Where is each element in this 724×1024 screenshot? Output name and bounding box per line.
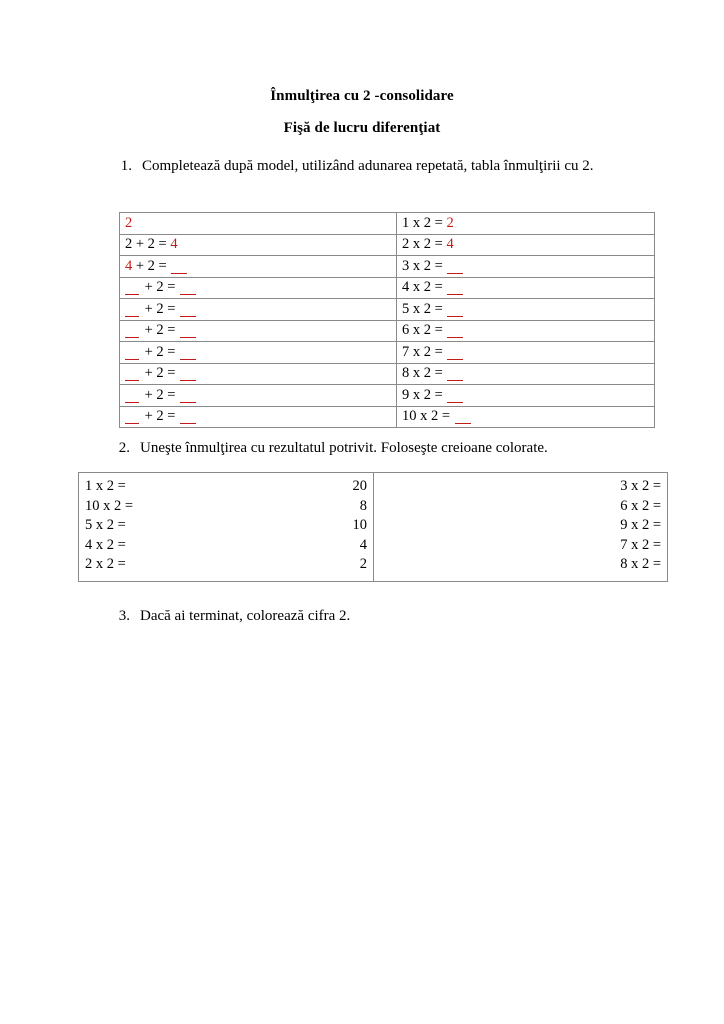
addition-cell[interactable]: [120, 234, 397, 256]
multiplication-answer-blank[interactable]: [447, 359, 463, 360]
table-row: [120, 342, 655, 364]
match-expression: 2 x 2 =: [85, 556, 126, 572]
match-value: 10: [352, 517, 367, 533]
multiplication-cell[interactable]: [397, 299, 655, 321]
addition-operand-blank[interactable]: [125, 337, 139, 338]
addition-expression: + 2 =: [135, 236, 167, 253]
multiplication-cell[interactable]: [397, 385, 655, 407]
match-expression-row[interactable]: 7 x 2 =: [620, 536, 661, 553]
multiplication-answer: 2: [446, 214, 454, 231]
addition-operand-blank[interactable]: [125, 294, 139, 295]
addition-answer-blank[interactable]: [180, 316, 196, 317]
multiplication-cell[interactable]: [397, 342, 655, 364]
table-row: [120, 256, 655, 278]
instruction-item-3: [108, 606, 648, 627]
instruction-number-1: 1.: [120, 158, 132, 174]
match-expression: 4 x 2 =: [85, 536, 126, 553]
multiplication-answer-blank[interactable]: [447, 380, 463, 381]
table-row: [120, 406, 655, 428]
matching-left-cell[interactable]: [79, 473, 374, 582]
addition-answer-blank[interactable]: [180, 380, 196, 381]
addition-cell[interactable]: [120, 385, 397, 407]
multiplication-expression: 7 x 2 =: [402, 343, 443, 360]
table-row: [120, 234, 655, 256]
multiplication-answer-blank[interactable]: [447, 273, 463, 274]
addition-seed: 2: [125, 214, 133, 231]
instruction-text-1: Completează după model, utilizând adunarea repetată, tabla înmulţirii cu 2.: [142, 158, 594, 174]
addition-expression: + 2 =: [144, 408, 176, 425]
addition-operand: 2: [125, 236, 133, 253]
multiplication-answer-blank[interactable]: [447, 316, 463, 317]
multiplication-cell[interactable]: [397, 277, 655, 299]
multiplication-expression: 2 x 2 =: [402, 236, 443, 253]
addition-cell[interactable]: [120, 277, 397, 299]
addition-expression: + 2 =: [144, 322, 176, 339]
addition-answer-blank[interactable]: [180, 337, 196, 338]
multiplication-answer: 4: [446, 236, 454, 253]
instruction-item-1: [110, 156, 645, 177]
instruction-number-2: 2.: [118, 440, 130, 456]
addition-operand: 4: [125, 257, 133, 274]
match-pair-row[interactable]: [85, 536, 367, 556]
addition-answer-blank[interactable]: [180, 423, 196, 424]
table-row: [120, 363, 655, 385]
addition-operand-blank[interactable]: [125, 402, 139, 403]
instruction-number-3: 3.: [118, 608, 130, 624]
match-pair-row[interactable]: [85, 555, 367, 575]
match-value: 2: [359, 556, 367, 572]
multiplication-answer-blank[interactable]: [447, 294, 463, 295]
multiplication-answer-blank[interactable]: [447, 402, 463, 403]
multiplication-expression: 10 x 2 =: [402, 408, 451, 425]
multiplication-expression: 3 x 2 =: [402, 257, 443, 274]
match-expression: 1 x 2 =: [85, 478, 126, 494]
matching-exercise-table: [78, 472, 668, 582]
table-row: [79, 473, 668, 582]
addition-answer-blank[interactable]: [180, 402, 196, 403]
addition-cell[interactable]: [120, 342, 397, 364]
addition-operand-blank[interactable]: [125, 316, 139, 317]
match-expression-row[interactable]: 3 x 2 =: [620, 478, 661, 494]
addition-cell[interactable]: [120, 320, 397, 342]
match-pair-row[interactable]: [85, 516, 367, 536]
instruction-item-2: [108, 438, 648, 459]
addition-expression: + 2 =: [144, 343, 176, 360]
table-row: [120, 385, 655, 407]
addition-expression: + 2 =: [144, 386, 176, 403]
match-expression: 5 x 2 =: [85, 517, 126, 533]
multiplication-cell[interactable]: [397, 320, 655, 342]
multiplication-expression: 4 x 2 =: [402, 279, 443, 296]
table-one-body: [120, 213, 655, 428]
multiplication-answer-blank[interactable]: [455, 423, 471, 424]
addition-cell[interactable]: [120, 299, 397, 321]
table-two-body: [79, 473, 668, 582]
match-value: 8: [359, 497, 367, 514]
multiplication-expression: 5 x 2 =: [402, 300, 443, 317]
addition-expression: + 2 =: [144, 279, 176, 296]
instruction-text-3: Dacă ai terminat, colorează cifra 2.: [140, 608, 351, 624]
addition-expression: + 2 =: [144, 300, 176, 317]
addition-answer-blank[interactable]: [171, 273, 187, 274]
addition-operand-blank[interactable]: [125, 380, 139, 381]
matching-right-cell[interactable]: [374, 473, 668, 582]
addition-cell[interactable]: [120, 213, 397, 235]
match-expression-row[interactable]: 6 x 2 =: [620, 497, 661, 514]
match-expression: 10 x 2 =: [85, 497, 134, 514]
multiplication-answer-blank[interactable]: [447, 337, 463, 338]
multiplication-cell[interactable]: [397, 213, 655, 235]
multiplication-cell[interactable]: [397, 406, 655, 428]
multiplication-expression: 6 x 2 =: [402, 322, 443, 339]
addition-cell[interactable]: [120, 406, 397, 428]
multiplication-expression: 9 x 2 =: [402, 386, 443, 403]
addition-operand-blank[interactable]: [125, 423, 139, 424]
match-value: 4: [359, 536, 367, 553]
multiplication-cell[interactable]: [397, 256, 655, 278]
instruction-text-2: Uneşte înmulţirea cu rezultatul potrivit. Foloseşte creioane colorate.: [140, 440, 548, 456]
match-expression-row[interactable]: 8 x 2 =: [620, 556, 661, 572]
table-row: [120, 299, 655, 321]
addition-operand-blank[interactable]: [125, 359, 139, 360]
addition-answer-blank[interactable]: [180, 359, 196, 360]
table-row: [120, 213, 655, 235]
page-subtitle: Fişă de lucru diferenţiat: [283, 120, 441, 136]
match-pair-row[interactable]: [85, 497, 367, 517]
addition-expression: + 2 =: [135, 257, 167, 274]
multiplication-expression: 1 x 2 =: [402, 214, 443, 231]
page-title: Înmulţirea cu 2 -consolidare: [270, 88, 454, 104]
multiplication-cell[interactable]: [397, 234, 655, 256]
addition-cell[interactable]: [120, 363, 397, 385]
addition-expression: + 2 =: [144, 365, 176, 382]
addition-answer: 4: [170, 236, 178, 253]
multiplication-cell[interactable]: [397, 363, 655, 385]
table-row: [120, 277, 655, 299]
repeated-addition-table: [119, 212, 655, 428]
addition-cell[interactable]: [120, 256, 397, 278]
table-row: [120, 320, 655, 342]
match-value: 20: [352, 478, 367, 494]
match-pair-row[interactable]: [85, 477, 367, 497]
multiplication-expression: 8 x 2 =: [402, 365, 443, 382]
addition-answer-blank[interactable]: [180, 294, 196, 295]
match-expression-row[interactable]: 9 x 2 =: [620, 517, 661, 533]
